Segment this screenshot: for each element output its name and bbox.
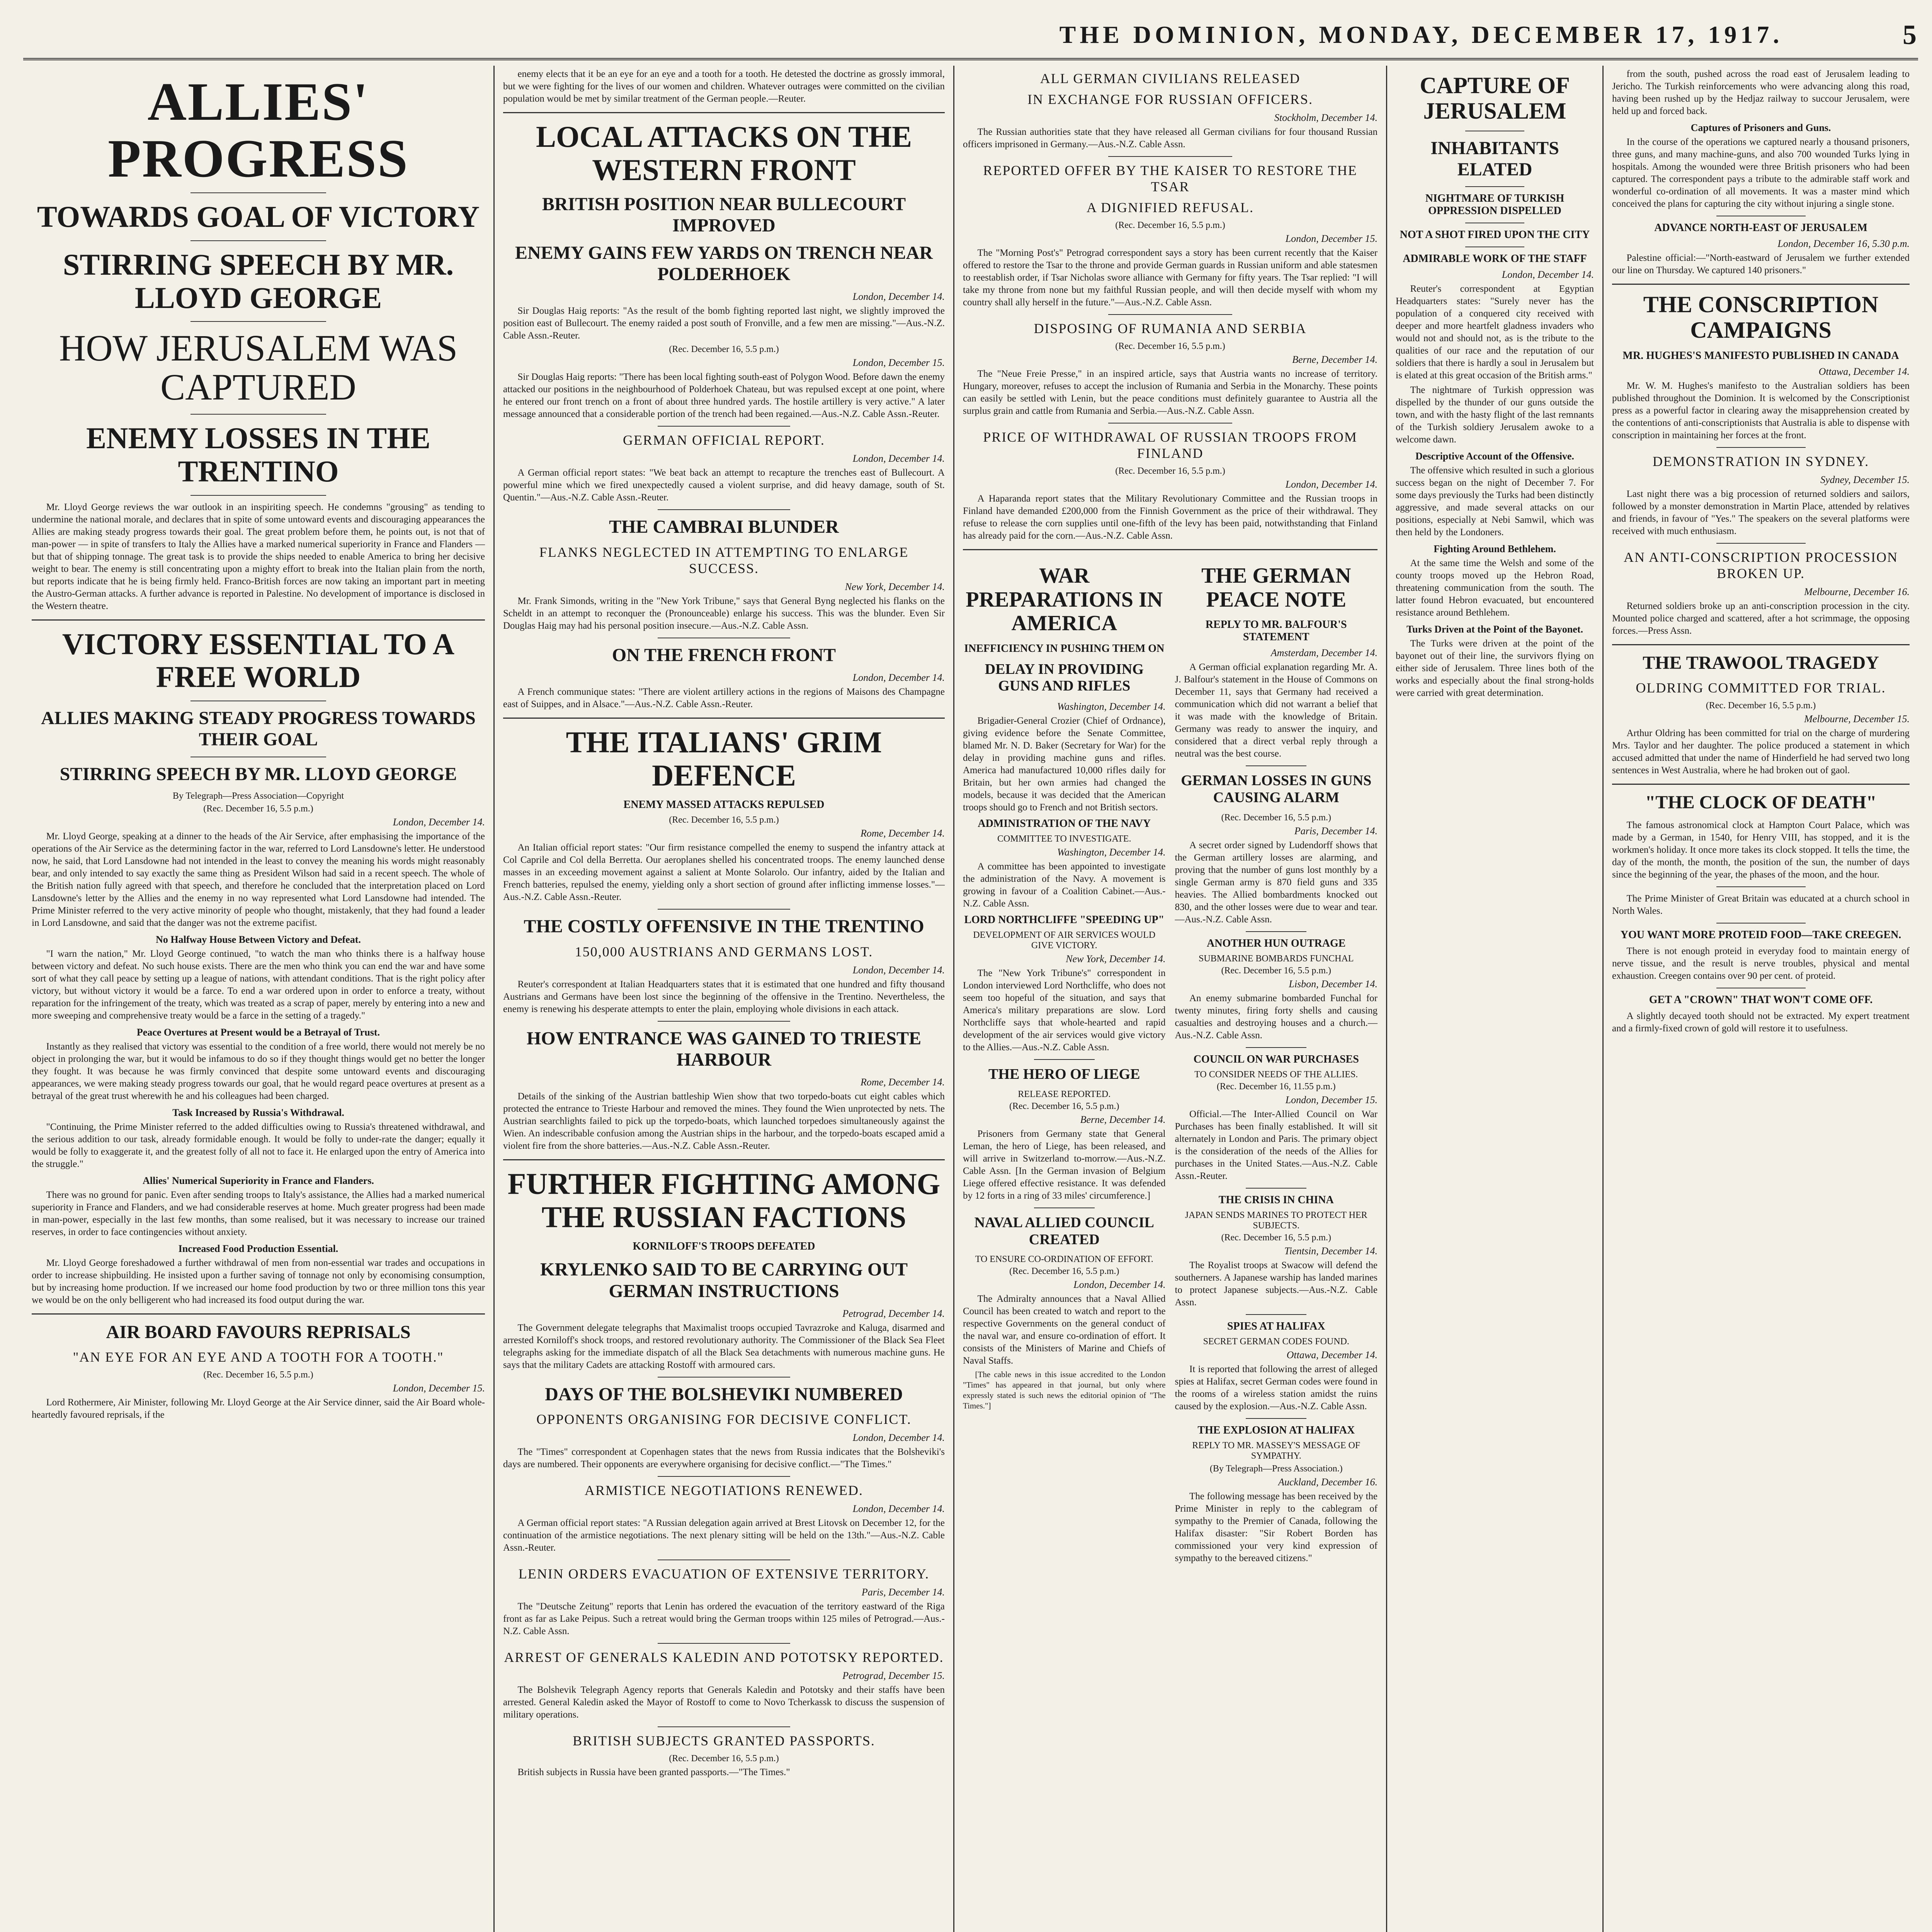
section-subhead: DEVELOPMENT OF AIR SERVICES WOULD GIVE VICTORY. — [973, 930, 1156, 951]
article-paragraph: Mr. Lloyd George, speaking at a dinner to the heads of the Air Service, after emphasising the importance of the operations of the Air Service as the determining factor in the war, referred to Lord Lansdowne's letter. He understood now, he said, that Lord Lansdowne had not intended in the least to convey the meaning his words might reasonably bear, and only intended to say exactly the same thing as President Wilson had said in a recent speech. The whole of the British nation fully agreed with that speech, and therefore he concluded that the interpretation placed on Lord Lansdowne's letter by the Allies and the enemy in no way represented what Lord Lansdowne had intended. The Prime Minister referred to the very active minority of people who thought, mistakenly, that they had found a leader in Lord Lansdowne, and said that the danger was not the extreme pacifist. — [32, 831, 485, 928]
dateline: Petrograd, December 14. — [842, 1308, 945, 1319]
section-headline: THE HERO OF LIEGE — [988, 1066, 1140, 1083]
article-paragraph: from the south, pushed across the road east of Jerusalem leading to Jericho. The Turkish reinforcements who were advancing along this road, having been rushed up by the Hedjaz railway to succour Jerusalem, were held up and forced back. — [1612, 69, 1910, 116]
section-headline: ARREST OF GENERALS KALEDIN AND POTOTSKY REPORTED. — [504, 1650, 944, 1665]
article-paragraph: Returned soldiers broke up an anti-conscription procession in the city. Mounted police charged and scattered, after a hot scrimmage, the opposing forces.—Press Assn. — [1612, 601, 1910, 636]
article-paragraph: It is reported that following the arrest of alleged spies at Halifax, secret German codes were found in the rooms of a wireless station amidst the ruins caused by the explosion.—Aus.-N.Z. Cable Assn. — [1175, 1364, 1378, 1412]
article-paragraph: In the course of the operations we captured nearly a thousand prisoners, three guns, and many machine-guns, and also 700 wounded Turks lying in hospitals. Among the wounded were three British prisoners who had been captured. The correspondent pays a tribute to the admirable staff work and wonderful co-ordination of all movements. It was a master mind which conceived the plans for capturing the city without injuring a single stone. — [1612, 137, 1910, 209]
received-line: (Rec. December 16, 5.5 p.m.) — [1221, 1232, 1332, 1243]
dateline: Ottawa, December 14. — [1818, 366, 1910, 377]
section-headline: FURTHER FIGHTING AMONG THE RUSSIAN FACTIONS — [507, 1167, 940, 1234]
dateline: Ottawa, December 14. — [1286, 1349, 1378, 1361]
crosshead: Task Increased by Russia's Withdrawal. — [172, 1107, 344, 1118]
headline-trentino: ENEMY LOSSES IN THE TRENTINO — [86, 421, 430, 488]
headline-allies-progress: ALLIES' PROGRESS — [108, 72, 409, 189]
section-headline: WAR PREPARATIONS IN AMERICA — [966, 564, 1163, 636]
received-line: (Rec. December 16, 5.5 p.m.) — [1221, 965, 1332, 976]
paper-title: THE DOMINION, MONDAY, DECEMBER 17, 1917. — [1059, 21, 1783, 48]
dateline: Berne, December 14. — [1080, 1114, 1166, 1125]
received-line: (Rec. December 16, 5.5 p.m.) — [1115, 220, 1225, 230]
dateline: London, December 14. — [1502, 269, 1594, 281]
dateline: London, December 15. — [852, 357, 945, 369]
section-subhead: INEFFICIENCY IN PUSHING THEM ON — [964, 642, 1165, 655]
received-line: (Rec. December 16, 5.5 p.m.) — [1706, 701, 1816, 711]
dateline: London, December 14. — [852, 964, 945, 976]
section-subhead: TO ENSURE CO-ORDINATION OF EFFORT. — [975, 1254, 1153, 1265]
article-paragraph: The "Neue Freie Presse," in an inspired article, says that Austria wants no increase of territory. Hungary, moreover, refuses to accept the inclusion of Rumania and Serbia in the Monarchy. These points can easily be settled with Lenin, but the peace conditions must definitely guarantee to Austria all the surplus grain and cattle from Rumania and Serbia.—Aus.-N.Z. Cable Assn. — [963, 369, 1378, 416]
section-subhead: TO CONSIDER NEEDS OF THE ALLIES. — [1194, 1069, 1358, 1080]
article-paragraph: Arthur Oldring has been committed for trial on the charge of murdering Mrs. Taylor and her daughter. The police produced a statement in which accused admitted that under the name of Hinderfield he had served two long sentences in West Australia, where he had broken out of gaol. — [1612, 728, 1910, 776]
dateline: Lisbon, December 14. — [1289, 978, 1378, 990]
section-headline: REPORTED OFFER BY THE KAISER TO RESTORE THE TSAR — [983, 163, 1357, 194]
article-paragraph: At the same time the Welsh and some of the county troops moved up the Hebron Road, threatening communication from the south. The latter found Hebron evacuated, but encountered resistance around Bethlehem. — [1396, 558, 1594, 618]
article-paragraph: An Italian official report states: "Our firm resistance compelled the enemy to suspend the infantry attack at Col Caprile and Col della Berretta. Our aeroplanes shelled his concentrated troops. The enemy launched dense masses in an exceeding movement against a salient at Monte Solarolo. Our infantry, aided by the Italian and French batteries, repulsed the enemy, yielding only a short section of ground after inflicting immense losses."—Aus.-N.Z. Cable Assn.-Reuter. — [503, 842, 945, 903]
article-paragraph: enemy elects that it be an eye for an eye and a tooth for a tooth. He detested the doctrine as grossly immoral, but we were fighting for the lives of our women and children. Whatever outrages were committed on the civilian population would be met by similar treatment of the German people.—Reuter. — [503, 69, 945, 104]
section-headline: DEMONSTRATION IN SYDNEY. — [1652, 454, 1869, 469]
article-paragraph: The "Morning Post's" Petrograd correspondent says a story has been current recently that the Kaiser offered to restore the Tsar to the throne and provide German guards in Russian uniform and able statesmen to reestablish order, if Tsar Nicholas swore alliance with Germany for fifty years. The Tsar replied: "I will take my throne from none but my faithful Russian people, and will then decide myself with whom my country shall ally herself in the future."—Aus.-N.Z. Cable Assn. — [963, 248, 1378, 308]
section-headline: THE TRAWOOL TRAGEDY — [1643, 653, 1879, 673]
article-paragraph: The Bolshevik Telegraph Agency reports that Generals Kaledin and Pototsky and their staffs have been arrested. General Kaledin asked the Mayor of Rostoff to come to Novo Tcherkassk to discuss the suspension of military operations. — [503, 1685, 945, 1720]
dateline: London, December 14. — [852, 1432, 945, 1444]
article-paragraph: The "Times" correspondent at Copenhagen states that the news from Russia indicates that the Bolsheviki's days are numbered. Their opponents are everywhere organising for decisive conflict.—"The Times." — [503, 1447, 945, 1470]
article-paragraph: A German official explanation regarding Mr. A. J. Balfour's statement in the House of Commons on December 11, says that Germany had received a communication which did not warrant a belief that it was made with the knowledge of Britain. Germany was ready to answer the inquiry, and considered that a direct verbal reply through a neutral was the best course. — [1175, 662, 1378, 759]
subcolumn-right — [1175, 557, 1378, 1567]
section-headline: GERMAN OFFICIAL REPORT. — [623, 432, 825, 448]
section-headline: "THE CLOCK OF DEATH" — [1645, 792, 1877, 813]
received-line: (Rec. December 16, 5.5 p.m.) — [669, 815, 779, 825]
dateline: Berne, December 14. — [1292, 354, 1378, 365]
section-headline: LORD NORTHCLIFFE "SPEEDING UP" — [964, 914, 1165, 926]
article-paragraph: "Continuing, the Prime Minister referred to the added difficulties owing to Russia's threatened withdrawal, and the serious addition to our task, already formidable enough. It would be folly to under-rate the danger; equally it would be folly to exaggerate it, and the greatest folly of all not to face it. He enlarged upon the entry of America into the struggle." — [32, 1121, 485, 1169]
article-paragraph: Mr. Frank Simonds, writing in the "New York Tribune," says that General Byng neglected his flanks on the Scheldt in an attempt to reconquer the (Pronounceable) enlarge his success. This was the blunder. Even Sir Douglas Haig may had his personal position insecure.—Aus.-N.Z. Cable Assn. — [503, 595, 945, 631]
dateline: Washington, December 14. — [1057, 847, 1166, 858]
column-3 — [954, 66, 1387, 1932]
article-paragraph: The Prime Minister of Great Britain was educated at a church school in North Wales. — [1612, 893, 1910, 917]
article-paragraph: Reuter's correspondent at Italian Headquarters states that it is estimated that one hundred and fifty thousand Austrians and Germans have been lost since the beginning of the offensive in the Trentino. Nevertheless, the enemy is renewing his desperate attempts to enter the plain, employing whole divisions in each attack. — [503, 979, 945, 1014]
received-line: (Rec. December 16, 5.5 p.m.) — [1115, 341, 1225, 351]
dateline: London, December 14. — [1285, 479, 1378, 490]
section-subhead: COMMITTEE TO INVESTIGATE. — [997, 834, 1131, 844]
section-subhead: REPLY TO MR. BALFOUR'S STATEMENT — [1205, 619, 1347, 643]
section-subhead: JAPAN SENDS MARINES TO PROTECT HER SUBJECTS. — [1185, 1210, 1367, 1231]
article-paragraph: Sir Douglas Haig reports: "There has been local fighting south-east of Polygon Wood. Before dawn the enemy attacked our positions in the neighbourhood of Polderhoek Chateau, but was repulsed except at one point, where he entered our front trench on a front of about three hundred yards. The hostile artillery is very active." A later message announced that a considerable portion of the trench had been regained.—Aus.-N.Z. Cable Assn.-Reuter. — [503, 372, 945, 420]
dateline: London, December 16, 5.30 p.m. — [1777, 238, 1910, 249]
dateline: London, December 14. — [852, 672, 945, 683]
article-paragraph: Sir Douglas Haig reports: "As the result of the bomb fighting reported last night, we slightly improved the position east of Bullecourt. The enemy raided a post south of Fronville, and a few men are missing."—Aus.-N.Z. Cable Assn.-Reuter. — [503, 306, 945, 341]
article-paragraph: The "New York Tribune's" correspondent in London interviewed Lord Northcliffe, who does not seem too hopeful of the situation, and says that America's military preparations are slow. Lord Northcliffe says that whole-hearted and rapid development of the air services would give victory to the Allies.—Aus.-N.Z. Cable Assn. — [963, 968, 1166, 1053]
section-subhead-4: ADMIRABLE WORK OF THE STAFF — [1403, 253, 1587, 265]
column-4 — [1387, 66, 1604, 1932]
section-subhead: SUBMARINE BOMBARDS FUNCHAL — [1199, 953, 1354, 964]
section-subhead-2: KRYLENKO SAID TO BE CARRYING OUT GERMAN INSTRUCTIONS — [540, 1259, 908, 1301]
dateline: London, December 15. — [393, 1382, 485, 1394]
credit-line: (By Telegraph—Press Association.) — [1209, 1463, 1343, 1474]
section-subhead: FLANKS NEGLECTED IN ATTEMPTING TO ENLARGE SUCCESS. — [539, 544, 909, 576]
section-headline: ALL GERMAN CIVILIANS RELEASED — [1040, 71, 1301, 86]
dateline: Amsterdam, December 14. — [1270, 647, 1378, 659]
section-subhead: 150,000 AUSTRIANS AND GERMANS LOST. — [575, 944, 873, 959]
crosshead: Fighting Around Bethlehem. — [1434, 543, 1556, 555]
section-headline: THE COSTLY OFFENSIVE IN THE TRENTINO — [524, 916, 924, 937]
footnote: [The cable news in this issue accredited to the London "Times" has appeared in that journal, but only where expressly stated is such news the editorial opinion of "The Times."] — [963, 1370, 1166, 1410]
article-paragraph: There was no ground for panic. Even after sending troops to Italy's assistance, the Allies had a marked numerical superiority in France and Flanders, and we had considerable reserves at home. Much greater progress had been made in man-power, especially in the last few months, than some realised, but it was necessary to increase our trained reserves, in order to face contingencies without anxiety. — [32, 1189, 485, 1237]
article-paragraph: Brigadier-General Crozier (Chief of Ordnance), giving evidence before the Senate Committee, blamed Mr. N. D. Baker (Secretary for War) for the delay in providing machine guns and rifles. America had manufactured 10,000 rifles daily for Britain, but her own armies had changed the models, because it was decided that the American troops should go to French and not British sectors. — [963, 716, 1166, 813]
received-line: (Rec. December 16, 5.5 p.m.) — [1009, 1266, 1119, 1277]
lead-summary: Mr. Lloyd George reviews the war outlook in an inspiriting speech. He condemns "grousing" as tending to undermine the national morale, and declares that in spite of some untoward events and discouraging appearances the Allies are making steady progress towards their goal. The great problem before them, he points out, is not that of man-power — in spite of transfers to Italy the Allies have a marked numerical superiority in France and Flanders — but that of shipping tonnage. The great task is to provide the ships needed to enable America to bring her decisive weight to bear. The enemy is still concentrating upon a mighty effort to break into the Italian plain from the north, but reports indicate that he is being firmly held. Franco-British forces are now taking an important part in meeting the Austro-German attacks. A further advance is reported in Palestine. No development of importance is disclosed in the Western theatre. — [32, 502, 485, 611]
section-subhead-2: NIGHTMARE OF TURKISH OPPRESSION DISPELLED — [1425, 192, 1565, 217]
article-paragraph: The Admiralty announces that a Naval Allied Council has been created to watch and report to the respective Governments on the general conduct of the naval war, and ensure co-ordination of effort. It consists of the Ministers of Marine and Chiefs of Naval Staffs. — [963, 1294, 1166, 1366]
section-headline: ANOTHER HUN OUTRAGE — [1207, 937, 1346, 949]
section-headline: THE ITALIANS' GRIM DEFENCE — [566, 725, 882, 792]
dateline: Paris, December 14. — [1294, 825, 1378, 837]
section-headline: CAPTURE OF JERUSALEM — [1420, 73, 1570, 124]
article-paragraph: Prisoners from Germany state that General Leman, the hero of Liege, has been released, and will arrive in Switzerland to-morrow.—Aus.-N.Z. Cable Assn. [In the German invasion of Belgium Liege offered effective resistance. It was defended by 12 forts in a ring of 33 miles' circumference.] — [963, 1128, 1166, 1201]
section-subhead-2: DELAY IN PROVIDING GUNS AND RIFLES — [985, 661, 1144, 694]
crosshead: Increased Food Production Essential. — [178, 1243, 338, 1254]
crosshead: Captures of Prisoners and Guns. — [1690, 122, 1831, 133]
article-paragraph: The Russian authorities state that they have released all German civilians for four thousand Russian officers imprisoned in Germany.—Aus.-N.Z. Cable Assn. — [963, 127, 1378, 150]
section-headline: LOCAL ATTACKS ON THE WESTERN FRONT — [536, 120, 912, 187]
dateline: Rome, December 14. — [860, 1076, 945, 1088]
article-paragraph: The famous astronomical clock at Hampton Court Palace, which was made by a German, in 1540, for Henry VIII, has stopped, and it is the workmen's holiday. It once more takes its clock stopped. It tells the time, the day of the month, the month, the position of the sun, the number of days since the beginning of the year, the phases of the moon, and the hour. — [1612, 820, 1910, 880]
article-paragraph: A German official report states: "A Russian delegation again arrived at Brest Litovsk on December 12, for the continuation of the armistice negotiations. The next plenary sitting will be held on the 13th."—Aus.-N.Z. Cable Assn.-Reuter. — [503, 1518, 945, 1553]
article-paragraph: A committee has been appointed to investigate the administration of the Navy. A movement is growing in favour of a Coalition Cabinet.—Aus.-N.Z. Cable Assn. — [963, 861, 1166, 909]
section-subhead: "AN EYE FOR AN EYE AND A TOOTH FOR A TOOTH." — [73, 1349, 444, 1365]
dateline: Auckland, December 16. — [1278, 1476, 1378, 1488]
section-headline: ARMISTICE NEGOTIATIONS RENEWED. — [585, 1483, 863, 1498]
section-headline: LENIN ORDERS EVACUATION OF EXTENSIVE TERRITORY. — [518, 1566, 930, 1582]
received-line: (Rec. December 16, 11.55 p.m.) — [1216, 1081, 1336, 1092]
crosshead: No Halfway House Between Victory and Defeat. — [156, 934, 361, 945]
article-paragraph: Details of the sinking of the Austrian battleship Wien show that two torpedo-boats cut eight cables which protected the entrance to Trieste Harbour and removed the mines. They found the Wien unprotected by nets. The Austrian searchlights failed to pick up the torpedo-boats, which launched torpedoes simultaneously against the Wien. An indescribable confusion among the Austrian ships in the harbour, and the torpedo-boats escaped amid a violent fire from the shore batteries.—Aus.-N.Z. Cable Assn.-Reuter. — [503, 1091, 945, 1151]
section-subhead: REPLY TO MR. MASSEY'S MESSAGE OF SYMPATHY. — [1192, 1440, 1361, 1461]
section-subhead: ALLIES MAKING STEADY PROGRESS TOWARDS THEIR GOAL — [41, 708, 476, 750]
section-headline: ADVANCE NORTH-EAST OF JERUSALEM — [1654, 222, 1867, 234]
article-paragraph: The Royalist troops at Swacow will defend the southerners. A Japanese warship has landed marines to protect Japanese subjects.—Aus.-N.Z. Cable Assn. — [1175, 1260, 1378, 1308]
section-subhead-3: NOT A SHOT FIRED UPON THE CITY — [1400, 229, 1590, 241]
split-columns — [963, 557, 1378, 1567]
section-subhead: RELEASE REPORTED. — [1018, 1089, 1111, 1099]
section-subhead: KORNILOFF'S TROOPS DEFEATED — [633, 1240, 815, 1253]
section-subhead: ENEMY MASSED ATTACKS REPULSED — [623, 799, 825, 811]
article-paragraph: The "Deutsche Zeitung" reports that Lenin has ordered the evacuation of the territory eastward of the Riga front as far as Lake Peipus. Such a retreat would bring the German troops within 125 miles of Petrograd.—Aus.-N.Z. Cable Assn. — [503, 1601, 945, 1637]
advert-headline: YOU WANT MORE PROTEID FOOD—TAKE CREEGEN. — [1620, 929, 1901, 941]
article-paragraph: The Government delegate telegraphs that Maximalist troops occupied Tavrazroke and Kaluga, disarmed and arrested Korniloff's shock troops, and restored revolutionary authority. The Commissioner of the Black Sea Fleet telegraphs asking for the immediate dispatch of all the Black Sea detachments with numerous machine guns. He says that the military Cadets are attacking Rostoff with armoured cars. — [503, 1322, 945, 1370]
dateline: Tientsin, December 14. — [1284, 1245, 1378, 1257]
article-paragraph: Lord Rothermere, Air Minister, following Mr. Lloyd George at the Air Service dinner, said the Air Board whole-heartedly favoured reprisals, if the — [32, 1397, 485, 1420]
section-headline: AN ANTI-CONSCRIPTION PROCESSION BROKEN UP. — [1623, 549, 1898, 581]
section-headline: THE GERMAN PEACE NOTE — [1201, 564, 1351, 612]
section-headline: PRICE OF WITHDRAWAL OF RUSSIAN TROOPS FROM FINLAND — [983, 429, 1357, 461]
dateline: London, December 14. — [852, 453, 945, 464]
dateline: London, December 14. — [852, 1503, 945, 1515]
article-paragraph: A German official report states: "We beat back an attempt to recapture the trenches east of Bullecourt. A powerful mine which we fired unexpectedly caused a violent surprise, and did heavy damage, south of St. Quentin."—Aus.-N.Z. Cable Assn.-Reuter. — [503, 468, 945, 503]
section-headline: DAYS OF THE BOLSHEVIKI NUMBERED — [545, 1384, 903, 1405]
dateline: Rome, December 14. — [860, 828, 945, 839]
article-paragraph: The nightmare of Turkish oppression was dispelled by the thunder of our guns outside the town, and with the hasty flight of the last remnants of the Turkish soldiery Jerusalem awoke to a welcome dawn. — [1396, 385, 1594, 445]
headline-speech: STIRRING SPEECH BY MR. LLOYD GEORGE — [63, 247, 454, 315]
advert-text: A slightly decayed tooth should not be extracted. My expert treatment and a firmly-fixed crown of gold will restore it to usefulness. — [1612, 1011, 1910, 1034]
received-line: (Rec. December 16, 5.5 p.m.) — [1115, 466, 1225, 476]
dateline: New York, December 14. — [1066, 953, 1166, 965]
section-subhead: INHABITANTS ELATED — [1430, 138, 1559, 180]
section-subhead: BRITISH POSITION NEAR BULLECOURT IMPROVED — [542, 194, 906, 236]
dateline: London, December 14. — [852, 291, 945, 303]
section-subhead: SECRET GERMAN CODES FOUND. — [1203, 1336, 1349, 1347]
advert-text: There is not enough proteid in everyday food to maintain energy of nerve tissue, and the result is nerve troubles, physical and mental exhaustion. Creegen contains over 90 per cent. of proteid. — [1612, 946, 1910, 981]
dateline: New York, December 14. — [845, 581, 945, 592]
article-paragraph: An enemy submarine bombarded Funchal for twenty minutes, firing forty shells and causing casualties and destroying houses and a church.—Aus.-N.Z. Cable Assn. — [1175, 993, 1378, 1041]
section-headline: THE CONSCRIPTION CAMPAIGNS — [1643, 292, 1879, 343]
section-headline: THE CRISIS IN CHINA — [1218, 1194, 1334, 1206]
headline-goal: TOWARDS GOAL OF VICTORY — [37, 200, 480, 233]
received-line: (Rec. December 16, 5.5 p.m.) — [1221, 812, 1332, 823]
section-subhead: MR. HUGHES'S MANIFESTO PUBLISHED IN CANADA — [1622, 350, 1899, 362]
received-line: (Rec. December 16, 5.5 p.m.) — [203, 803, 313, 814]
dateline: Sydney, December 15. — [1820, 474, 1910, 485]
section-headline: ADMINISTRATION OF THE NAVY — [978, 818, 1151, 830]
crosshead: Descriptive Account of the Offensive. — [1415, 451, 1574, 462]
article-paragraph: Instantly as they realised that victory was essential to the condition of a free world, there would not merely be no object in prolonging the war, but it would be infamous to do so if they thought things would get no better the longer they fought. It was because he was firmly convinced that despite some untoward events and discouraging appearances, we were making steady progress towards our goal, that he would regard peace overtures at present as a betrayal of the great trust wherewith he and his colleagues had been charged. — [32, 1041, 485, 1101]
section-subhead: OLDRING COMMITTED FOR TRIAL. — [1636, 680, 1886, 696]
column-1 — [23, 66, 495, 1932]
section-headline: DISPOSING OF RUMANIA AND SERBIA — [1034, 321, 1307, 336]
article-paragraph: Reuter's correspondent at Egyptian Headquarters states: "Surely never has the population of a conquered city received with deeper and more heartfelt gladness invaders who would not and should not, as is the tribute to the qualities of our race and the reputation of our soldiers that there is hardly a soul in Jerusalem but is elated at this great occasion of the British arms." — [1396, 284, 1594, 381]
article-paragraph: The offensive which resulted in such a glorious success began on the night of December 7. For some days previously the Turks had been distinctly aggressive, and made several attacks on our positions, especially at Nebi Samwil, which was then held by the Londoners. — [1396, 465, 1594, 538]
section-headline: COUNCIL ON WAR PURCHASES — [1193, 1053, 1359, 1065]
columns — [23, 66, 1918, 1932]
section-headline: ON THE FRENCH FRONT — [612, 645, 836, 665]
section-headline: HOW ENTRANCE WAS GAINED TO TRIESTE HARBOUR — [526, 1028, 922, 1070]
dateline: Melbourne, December 16. — [1804, 586, 1910, 597]
article-paragraph: A French communique states: "There are violent artillery actions in the regions of Maisons des Champagne east of Suippes, and in Alsace."—Aus.-N.Z. Cable Assn.-Reuter. — [503, 686, 945, 709]
section-headline: VICTORY ESSENTIAL TO A FREE WORLD — [62, 627, 455, 694]
page-number: 5 — [1903, 19, 1918, 50]
section-headline: NAVAL ALLIED COUNCIL CREATED — [974, 1214, 1154, 1248]
section-subhead: A DIGNIFIED REFUSAL. — [1086, 200, 1254, 215]
dateline: London, December 15. — [1285, 233, 1378, 244]
section-subhead: IN EXCHANGE FOR RUSSIAN OFFICERS. — [1027, 92, 1313, 107]
article-paragraph: "I warn the nation," Mr. Lloyd George continued, "to watch the man who thinks there is a halfway house between victory and defeat. No such house exists. There are the men who think you can end the war and have some sort of what they call peace by setting up a league of nations, with attendant conditions. That is the right policy after victory, but without victory it would be a farce. To end a war ordered upon in order to enforce a treaty, without reparation for the infringement of the treaty, which was treated as a scrap of paper, merely by entering into a new and more sweeping and comprehensive treaty would be a farce in the setting of a tragedy." — [32, 948, 485, 1021]
received-line: (Rec. December 16, 5.5 p.m.) — [669, 344, 779, 355]
section-subhead-2: STIRRING SPEECH BY MR. LLOYD GEORGE — [60, 764, 457, 784]
received-line: (Rec. December 16, 5.5 p.m.) — [669, 1753, 779, 1764]
article-paragraph: Last night there was a big procession of returned soldiers and sailors, followed by a monster demonstration in Martin Place, attended by relatives and friends, in favour of "Yes." The speakers on the several platforms were received with much enthusiasm. — [1612, 489, 1910, 536]
dateline: Stockholm, December 14. — [1274, 112, 1378, 123]
advert-headline: GET A "CROWN" THAT WON'T COME OFF. — [1649, 994, 1873, 1006]
article-paragraph: Palestine official:—"North-eastward of Jerusalem we further extended our line on Thursday. We captured 140 prisoners." — [1612, 253, 1910, 276]
section-headline: THE EXPLOSION AT HALIFAX — [1197, 1424, 1355, 1436]
section-subhead-2: ENEMY GAINS FEW YARDS ON TRENCH NEAR POLDERHOEK — [515, 242, 933, 285]
crosshead: Peace Overtures at Present would be a Betrayal of Trust. — [136, 1026, 380, 1038]
received-line: (Rec. December 16, 5.5 p.m.) — [1009, 1101, 1119, 1111]
article-paragraph: Mr. Lloyd George foreshadowed a further withdrawal of men from non-essential war trades and occupations in order to increase shipbuilding. He insisted upon a further saving of tonnage not only by economising consumption, but by increasing home production. If we increased our home food production by two or three million tons this year we would be on the only belligerent who had increased its food output during the war. — [32, 1257, 485, 1305]
dateline: Petrograd, December 15. — [842, 1670, 945, 1682]
section-headline: GERMAN LOSSES IN GUNS CAUSING ALARM — [1181, 772, 1372, 806]
section-headline: AIR BOARD FAVOURS REPRISALS — [106, 1321, 411, 1342]
article-paragraph: A Haparanda report states that the Military Revolutionary Committee and the Russian troops in Finland have demanded £200,000 from the Finnish Government as the price of their withdrawal. They refuse to release the corn supplies until one-fifth of the levy has been paid, notwithstanding that Finland has already paid for the corn.—Aus.-N.Z. Cable Assn. — [963, 493, 1378, 541]
section-headline: THE CAMBRAI BLUNDER — [609, 517, 839, 537]
masthead — [23, 12, 1918, 60]
received-line: (Rec. December 16, 5.5 p.m.) — [203, 1369, 313, 1380]
dateline: London, December 15. — [1285, 1094, 1378, 1105]
section-headline: SPIES AT HALIFAX — [1227, 1320, 1325, 1332]
article-paragraph: Official.—The Inter-Allied Council on War Purchases has been finally established. It will sit alternately in London and Paris. The primary object is the consideration of the needs of the Allies for purchases in the United States.—Aus.-N.Z. Cable Assn.-Reuter. — [1175, 1109, 1378, 1181]
article-paragraph: British subjects in Russia have been granted passports.—"The Times." — [517, 1767, 790, 1778]
credit-line: By Telegraph—Press Association—Copyright — [172, 791, 344, 801]
article-paragraph: The following message has been received by the Prime Minister in reply to the cablegram of sympathy to the Premier of Canada, following the Halifax disaster: "Sir Robert Borden has commissioned your very kind expression of sympathy to the bereaved citizens." — [1175, 1491, 1378, 1563]
section-headline: BRITISH SUBJECTS GRANTED PASSPORTS. — [573, 1733, 875, 1749]
dateline: Paris, December 14. — [861, 1587, 945, 1598]
column-5 — [1604, 66, 1918, 1932]
article-paragraph: A secret order signed by Ludendorff shows that the German artillery losses are alarming, and proving that the number of guns lost monthly by a single German army is 870 field guns and 335 heavies. The Allied bombardments knocked out 830, and the other losses were due to wear and tear.—Aus.-N.Z. Cable Assn. — [1175, 840, 1378, 925]
dateline: London, December 14. — [1073, 1279, 1166, 1291]
column-2 — [495, 66, 954, 1932]
dateline: London, December 14. — [393, 816, 485, 828]
subcolumn-left — [963, 557, 1166, 1567]
article-paragraph: The Turks were driven at the point of the bayonet out of their line, the survivors flying on either side of Jerusalem. Three lines both of the works and especially about the final strong-holds were carried with great determination. — [1396, 638, 1594, 699]
article-paragraph: Mr. W. M. Hughes's manifesto to the Australian soldiers has been published throughout the Dominion. It is welcomed by the Conscriptionist press as a powerful factor in clearing away the misapprehension created by the contentions of anti-conscriptionists that Australia is able to dispense with conscription in maintaining her forces at the front. — [1612, 381, 1910, 440]
dateline: Washington, December 14. — [1057, 701, 1166, 713]
crosshead: Turks Driven at the Point of the Bayonet. — [1406, 624, 1583, 635]
dateline: Melbourne, December 15. — [1804, 713, 1910, 725]
crosshead: Allies' Numerical Superiority in France and Flanders. — [143, 1175, 374, 1186]
headline-jerusalem: HOW JERUSALEM WAS CAPTURED — [59, 327, 458, 408]
section-subhead: OPPONENTS ORGANISING FOR DECISIVE CONFLICT. — [536, 1412, 912, 1427]
